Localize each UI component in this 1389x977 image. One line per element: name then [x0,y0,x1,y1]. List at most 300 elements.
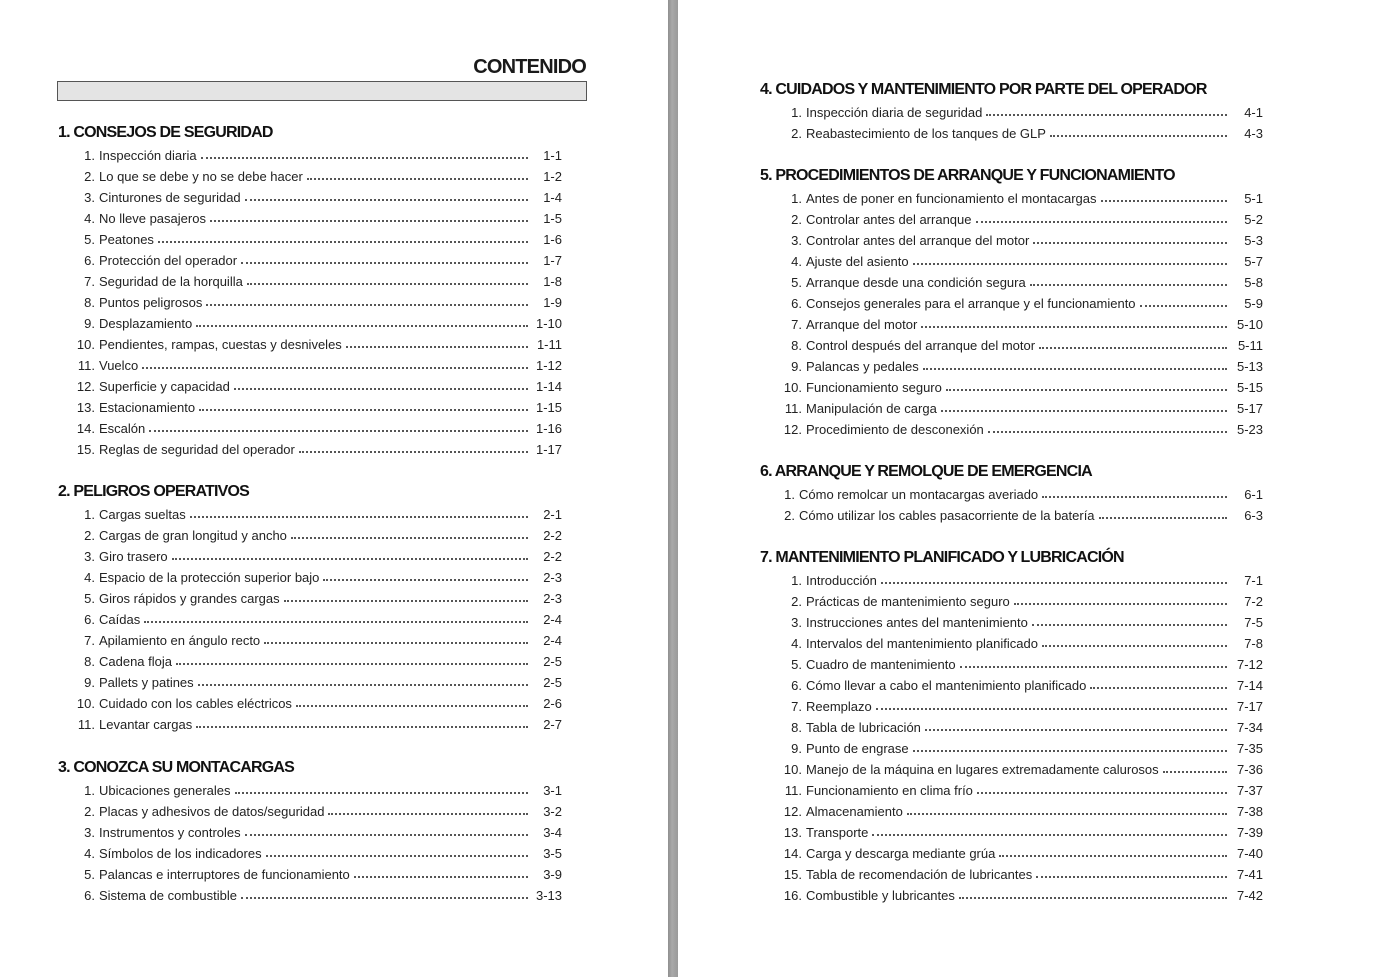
toc-entry-title: No lleve pasajeros [99,211,206,226]
toc-entry-title: Prácticas de mantenimiento seguro [806,594,1010,609]
toc-entry [58,822,562,843]
toc-entry [58,693,562,714]
toc-entry [760,885,1263,906]
toc-leader-dots [346,345,528,348]
toc-leader-dots [235,791,528,794]
toc-entry-title: Cinturones de seguridad [99,190,241,205]
toc-leader-dots [206,303,528,306]
section-peligros-operativos [58,481,562,735]
toc-leader-dots [999,854,1227,857]
toc-entry-number: 12. [783,804,802,819]
toc-leader-dots [1050,134,1227,137]
toc-entry-page: 7-12 [1236,657,1263,672]
toc-leader-dots [925,728,1227,731]
toc-entry-page: 5-23 [1236,422,1263,437]
toc-entry-title: Cómo remolcar un montacargas averiado [799,487,1039,502]
toc-leader-dots [913,262,1227,265]
toc-entry-title: Vuelco [99,358,139,373]
toc-entry-title: Intervalos del mantenimiento planificado [806,636,1038,651]
toc-entry-page: 2-4 [543,612,562,627]
toc-entry-page: 1-8 [543,274,562,289]
toc-leader-dots [307,177,528,180]
toc-entry [760,272,1263,293]
toc-entry-page: 5-7 [1244,254,1263,269]
toc-entry-page: 1-15 [535,400,562,415]
toc-entry [58,504,562,525]
toc-entry [58,630,562,651]
toc-entry [58,843,562,864]
toc-leader-dots [1042,495,1227,498]
toc-leader-dots [199,408,528,411]
toc-entry [760,633,1263,654]
toc-leader-dots [210,219,528,222]
toc-leader-dots [196,324,528,327]
toc-entry-page: 7-17 [1236,699,1263,714]
toc-entry-title: Transporte [806,825,869,840]
toc-entry-page: 1-17 [535,442,562,457]
toc-entry-page: 7-42 [1236,888,1263,903]
toc-leader-dots [284,599,528,602]
toc-entry-title: Punto de engrase [806,741,909,756]
toc-leader-dots [1163,770,1227,773]
toc-entry [58,588,562,609]
toc-leader-dots [941,409,1227,412]
title-underline-bar [57,81,587,101]
toc-list [58,504,562,735]
toc-entry [58,292,562,313]
toc-entry-page: 7-39 [1236,825,1263,840]
toc-list [760,188,1263,440]
toc-entry-page: 1-16 [535,421,562,436]
toc-leader-dots [198,683,528,686]
toc-entry-page: 6-1 [1244,487,1263,502]
toc-leader-dots [354,875,528,878]
toc-entry [58,271,562,292]
toc-entry-number: 1. [84,148,95,163]
toc-entry-title: Manipulación de carga [806,401,937,416]
toc-entry-page: 7-36 [1236,762,1263,777]
toc-entry-page: 4-3 [1244,126,1263,141]
toc-entry-page: 1-2 [543,169,562,184]
toc-entry-title: Manejo de la máquina en lugares extremadamente calurosos [806,762,1159,777]
toc-leader-dots [266,854,528,857]
toc-entry-title: Peatones [99,232,154,247]
section-heading: 2. PELIGROS OPERATIVOS [58,483,250,500]
toc-entry-number: 11. [77,717,95,732]
toc-entry-page: 1-11 [536,337,562,352]
toc-entry-page: 3-1 [543,783,562,798]
toc-entry [58,801,562,822]
toc-entry-title: Procedimiento de desconexión [806,422,984,437]
toc-leader-dots [234,387,528,390]
toc-entry-title: Cuidado con los cables eléctricos [99,696,292,711]
toc-entry-title: Inspección diaria [99,148,197,163]
toc-entry-title: Cuadro de mantenimiento [806,657,956,672]
toc-leader-dots [299,450,528,453]
toc-entry-page: 2-3 [543,570,562,585]
toc-entry-number: 10. [76,696,95,711]
toc-entry [58,780,562,801]
toc-entry-title: Giro trasero [99,549,168,564]
toc-entry [58,525,562,546]
toc-entry-title: Almacenamiento [806,804,903,819]
toc-entry-title: Escalón [99,421,146,436]
toc-entry-number: 2. [84,169,95,184]
toc-leader-dots [142,366,528,369]
toc-entry-title: Arranque desde una condición segura [806,275,1026,290]
toc-leader-dots [1090,686,1227,689]
toc-leader-dots [245,198,528,201]
toc-entry-number: 11. [784,401,802,416]
toc-entry [58,546,562,567]
toc-leader-dots [986,113,1227,116]
toc-entry-page: 2-2 [543,528,562,543]
toc-entry [760,759,1263,780]
toc-entry-page: 2-6 [543,696,562,711]
toc-entry-title: Estacionamiento [99,400,196,415]
toc-leader-dots [872,833,1227,836]
toc-entry-page: 1-7 [543,253,562,268]
toc-leader-dots [323,578,528,581]
toc-entry [760,591,1263,612]
toc-leader-dots [328,812,528,815]
toc-entry [760,570,1263,591]
toc-entry-title: Protección del operador [99,253,238,268]
toc-entry-number: 7. [84,274,95,289]
toc-entry-title: Antes de poner en funcionamiento el montacargas [806,191,1097,206]
section-heading: 4. CUIDADOS Y MANTENIMIENTO POR PARTE DEL OPERADOR [760,81,1207,98]
toc-leader-dots [913,749,1227,752]
toc-entry-number: 3. [791,615,802,630]
toc-entry-title: Cargas sueltas [99,507,186,522]
toc-entry-number: 12. [783,422,802,437]
toc-entry-number: 6. [791,296,802,311]
toc-entry [58,651,562,672]
toc-entry-number: 12. [76,379,95,394]
toc-entry-number: 6. [84,253,95,268]
toc-entry-page: 5-2 [1244,212,1263,227]
toc-entry-page: 1-10 [535,316,562,331]
toc-leader-dots [264,641,528,644]
toc-entry-number: 15. [76,442,95,457]
toc-leader-dots [201,156,528,159]
toc-entry [760,188,1263,209]
toc-entry [58,145,562,166]
toc-entry [58,397,562,418]
toc-entry [760,419,1263,440]
toc-entry [760,612,1263,633]
toc-entry-title: Puntos peligrosos [99,295,203,310]
toc-entry-page: 2-5 [543,675,562,690]
toc-entry [760,675,1263,696]
toc-leader-dots [977,791,1227,794]
toc-leader-dots [1099,516,1227,519]
toc-entry-page: 2-1 [543,507,562,522]
toc-entry-page: 3-5 [543,846,562,861]
toc-entry-title: Reglas de seguridad del operador [99,442,295,457]
toc-entry-page: 6-3 [1244,508,1263,523]
toc-entry-number: 11. [77,358,95,373]
section-heading: 5. PROCEDIMIENTOS DE ARRANQUE Y FUNCIONAMIENTO [760,167,1175,184]
toc-entry-number: 7. [791,699,802,714]
toc-entry-page: 3-4 [543,825,562,840]
toc-entry [760,335,1263,356]
toc-entry [58,714,562,735]
toc-leader-dots [291,536,528,539]
toc-entry-number: 14. [783,846,802,861]
toc-entry [760,654,1263,675]
toc-list [58,780,562,906]
toc-leader-dots [923,367,1227,370]
toc-entry-page: 2-7 [543,717,562,732]
toc-entry-number: 13. [76,400,95,415]
toc-leader-dots [1042,644,1227,647]
toc-entry-title: Ajuste del asiento [806,254,909,269]
toc-entry-title: Consejos generales para el arranque y el funcionamiento [806,296,1136,311]
toc-entry-number: 4. [791,636,802,651]
toc-entry-number: 4. [791,254,802,269]
toc-entry-number: 1. [84,783,95,798]
toc-entry-number: 5. [84,591,95,606]
section-cuidados-y-mantenimiento [760,79,1263,144]
toc-entry-page: 5-10 [1236,317,1263,332]
section-conozca-su-montacargas [58,757,562,906]
toc-entry-page: 7-40 [1236,846,1263,861]
toc-entry-number: 16. [783,888,802,903]
toc-entry-page: 1-4 [543,190,562,205]
toc-entry-title: Palancas y pedales [806,359,919,374]
toc-entry-number: 4. [84,846,95,861]
toc-entry-number: 8. [84,654,95,669]
toc-leader-dots [144,620,528,623]
toc-entry-number: 4. [84,211,95,226]
toc-entry-title: Lo que se debe y no se debe hacer [99,169,303,184]
toc-entry-page: 7-37 [1236,783,1263,798]
toc-entry [760,505,1263,526]
toc-entry-number: 2. [84,804,95,819]
toc-entry-title: Introducción [806,573,877,588]
toc-entry-page: 2-5 [543,654,562,669]
toc-entry [760,822,1263,843]
toc-entry-number: 8. [791,338,802,353]
toc-entry-page: 5-15 [1236,380,1263,395]
toc-leader-dots [158,240,528,243]
toc-entry-page: 5-3 [1244,233,1263,248]
toc-entry-number: 15. [783,867,802,882]
toc-entry-title: Levantar cargas [99,717,193,732]
toc-leader-dots [959,896,1227,899]
toc-entry-title: Seguridad de la horquilla [99,274,243,289]
toc-entry-page: 1-12 [535,358,562,373]
toc-entry-title: Funcionamiento seguro [806,380,942,395]
toc-entry [760,377,1263,398]
toc-entry [58,334,562,355]
toc-entry-number: 14. [76,421,95,436]
toc-leader-dots [921,325,1227,328]
toc-entry-number: 7. [84,633,95,648]
toc-entry-title: Combustible y lubricantes [806,888,955,903]
toc-entry-number: 1. [84,507,95,522]
toc-leader-dots [1101,199,1227,202]
toc-entry-page: 7-14 [1236,678,1263,693]
toc-leader-dots [976,220,1228,223]
toc-entry-number: 9. [791,741,802,756]
toc-entry-number: 11. [784,783,802,798]
toc-entry-page: 1-14 [535,379,562,394]
toc-leader-dots [881,581,1227,584]
toc-entry-page: 7-5 [1244,615,1263,630]
toc-leader-dots [907,812,1227,815]
toc-entry-title: Caídas [99,612,141,627]
toc-entry-number: 4. [84,570,95,585]
toc-entry [760,864,1263,885]
section-heading: 1. CONSEJOS DE SEGURIDAD [58,124,273,141]
toc-entry-title: Pallets y patines [99,675,194,690]
toc-entry [58,418,562,439]
toc-entry-number: 6. [84,888,95,903]
toc-entry-page: 3-13 [535,888,562,903]
toc-list [760,570,1263,906]
toc-entry [760,314,1263,335]
toc-entry-number: 1. [784,487,795,502]
toc-leader-dots [988,430,1227,433]
toc-leader-dots [1014,602,1227,605]
toc-entry-number: 6. [84,612,95,627]
toc-entry-title: Controlar antes del arranque del motor [806,233,1030,248]
toc-leader-dots [946,388,1227,391]
toc-entry-title: Arranque del motor [806,317,918,332]
toc-leader-dots [960,665,1227,668]
toc-leader-dots [196,725,528,728]
toc-entry-number: 1. [791,573,802,588]
toc-entry [760,696,1263,717]
toc-entry [58,250,562,271]
toc-entry-title: Placas y adhesivos de datos/seguridad [99,804,325,819]
toc-entry-page: 5-9 [1244,296,1263,311]
toc-entry-title: Cadena floja [99,654,172,669]
toc-entry-number: 3. [84,549,95,564]
toc-entry-page: 7-35 [1236,741,1263,756]
toc-entry-title: Instrumentos y controles [99,825,241,840]
toc-list [760,102,1263,144]
toc-entry [760,398,1263,419]
section-arranque-y-remolque [760,461,1263,526]
toc-entry-number: 1. [791,191,802,206]
section-procedimientos-de-arranque [760,165,1263,440]
toc-entry-number: 5. [84,232,95,247]
toc-entry-number: 9. [84,675,95,690]
toc-list [58,145,562,460]
toc-entry-page: 3-2 [543,804,562,819]
section-mantenimiento-planificado [760,547,1263,906]
toc-entry [58,229,562,250]
toc-entry-title: Tabla de lubricación [806,720,921,735]
toc-entry [58,672,562,693]
toc-entry [760,251,1263,272]
section-heading: 7. MANTENIMIENTO PLANIFICADO Y LUBRICACIÓN [760,549,1124,566]
toc-entry-title: Espacio de la protección superior bajo [99,570,320,585]
toc-entry-title: Controlar antes del arranque [806,212,972,227]
toc-entry-page: 3-9 [543,867,562,882]
toc-entry-number: 9. [791,359,802,374]
toc-entry [760,843,1263,864]
toc-leader-dots [245,833,528,836]
toc-leader-dots [1039,346,1227,349]
toc-entry-page: 5-1 [1244,191,1263,206]
toc-entry-title: Reemplazo [806,699,872,714]
toc-entry-title: Cómo utilizar los cables pasacorriente de la batería [799,508,1095,523]
toc-entry-page: 7-34 [1236,720,1263,735]
toc-entry [760,717,1263,738]
toc-entry-page: 5-17 [1236,401,1263,416]
toc-leader-dots [1033,241,1227,244]
toc-entry-number: 8. [84,295,95,310]
section-consejos-de-seguridad [58,122,562,460]
toc-entry-page: 1-6 [543,232,562,247]
toc-entry-number: 7. [791,317,802,332]
toc-entry-title: Superficie y capacidad [99,379,230,394]
right-page [678,0,1389,977]
toc-entry-title: Palancas e interruptores de funcionamiento [99,867,350,882]
toc-leader-dots [149,429,528,432]
toc-entry-page: 7-38 [1236,804,1263,819]
toc-leader-dots [296,704,528,707]
toc-entry-page: 2-3 [543,591,562,606]
toc-entry-page: 4-1 [1244,105,1263,120]
section-heading: 6. ARRANQUE Y REMOLQUE DE EMERGENCIA [760,463,1092,480]
toc-entry [760,356,1263,377]
toc-entry [58,166,562,187]
toc-entry [760,102,1263,123]
toc-entry-page: 5-11 [1237,338,1263,353]
toc-entry-page: 7-2 [1244,594,1263,609]
toc-leader-dots [1030,283,1227,286]
toc-leader-dots [1032,623,1227,626]
toc-entry [760,209,1263,230]
toc-entry-title: Apilamiento en ángulo recto [99,633,261,648]
toc-entry-number: 2. [791,594,802,609]
toc-entry-title: Pendientes, rampas, cuestas y desniveles [99,337,342,352]
toc-entry [58,567,562,588]
toc-entry-title: Inspección diaria de seguridad [806,105,983,120]
section-heading: 3. CONOZCA SU MONTACARGAS [58,759,295,776]
toc-entry-title: Símbolos de los indicadores [99,846,262,861]
toc-list [760,484,1263,526]
toc-entry-number: 13. [783,825,802,840]
toc-entry-number: 3. [84,190,95,205]
toc-entry-page: 7-41 [1236,867,1263,882]
toc-entry-number: 10. [783,762,802,777]
toc-leader-dots [241,261,528,264]
toc-entry-number: 1. [791,105,802,120]
toc-entry [58,313,562,334]
toc-entry [760,780,1263,801]
page-gutter [668,0,678,977]
toc-entry-page: 1-5 [543,211,562,226]
toc-entry-title: Cargas de gran longitud y ancho [99,528,287,543]
toc-entry-page: 7-1 [1244,573,1263,588]
toc-entry-number: 5. [791,275,802,290]
toc-entry [760,738,1263,759]
toc-entry-number: 10. [76,337,95,352]
document-title: CONTENIDO [473,56,586,78]
toc-entry-number: 2. [791,212,802,227]
toc-entry-number: 2. [791,126,802,141]
toc-leader-dots [1036,875,1227,878]
toc-entry-number: 3. [84,825,95,840]
toc-entry-number: 9. [84,316,95,331]
toc-entry-title: Ubicaciones generales [99,783,231,798]
